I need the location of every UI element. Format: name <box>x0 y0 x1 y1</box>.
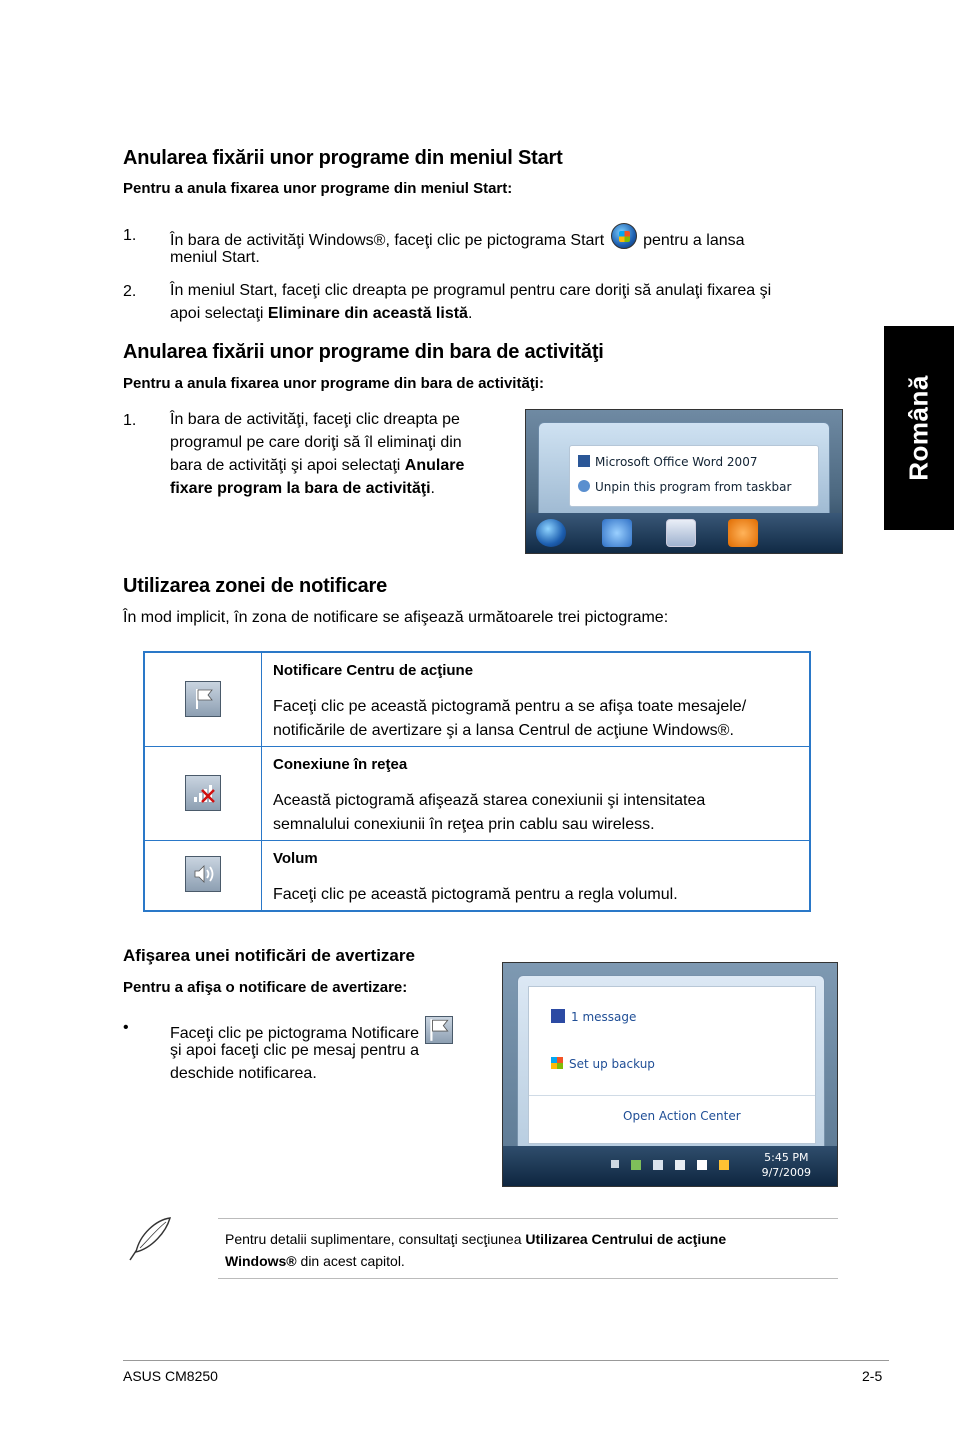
bullet: • <box>123 1019 129 1036</box>
step-number: 1. <box>123 227 137 244</box>
divider <box>529 1095 815 1096</box>
volume-tray-icon <box>675 1160 685 1170</box>
taskbar <box>526 513 842 553</box>
table-row <box>145 653 809 747</box>
word-taskbar-icon <box>666 519 696 547</box>
section2-heading: Anularea fixării unor programe din bara de activităţi <box>123 341 604 363</box>
section2-subheading: Pentru a anula fixarea unor programe din bara de activităţi: <box>123 375 544 392</box>
s2-line3-bold: Anulare <box>404 457 465 474</box>
step-number: 2. <box>123 283 137 300</box>
section1-heading: Anularea fixării unor programe din meniul Start <box>123 147 563 169</box>
jump-list-item-word-label: Microsoft Office Word 2007 <box>595 455 758 469</box>
windows-start-icon <box>611 223 637 249</box>
message-link-label: 1 message <box>571 1010 637 1024</box>
taskbar-unpin-screenshot <box>525 409 843 554</box>
action-center-popup <box>517 975 825 1153</box>
start-orb-icon <box>536 519 566 547</box>
row-desc-line1: Faceţi clic pe această pictogramă pentru a regla volumul. <box>273 886 678 903</box>
s2-line4 <box>170 477 435 500</box>
footer-rule <box>123 1360 889 1361</box>
internet-explorer-icon <box>602 519 632 547</box>
language-tab <box>884 326 954 530</box>
system-tray <box>503 1146 837 1186</box>
row-desc-line1: Această pictogramă afişează starea conexiunii şi intensitatea <box>273 792 706 809</box>
step2-end: . <box>467 305 473 322</box>
jump-list-popup <box>538 422 830 520</box>
step1-text-a: În bara de activităţi Windows®, faceţi clic pe pictograma Start <box>170 232 605 249</box>
s4-line3: deschide notificarea. <box>170 1065 317 1082</box>
note-text-a: Pentru detalii suplimentare, consultaţi secţiunea <box>225 1231 522 1247</box>
power-tray-icon <box>719 1160 729 1170</box>
flag-tray-icon <box>697 1160 707 1170</box>
notification-icons-table <box>143 651 811 912</box>
backup-link-label: Set up backup <box>569 1057 655 1071</box>
s2-line4-end: . <box>430 480 435 497</box>
table-row <box>145 841 809 910</box>
s2-line4-bold: fixare program la bara de activităţi <box>170 480 431 497</box>
note-bold-a: Utilizarea Centrului de acţiune <box>525 1231 727 1247</box>
tray-icons <box>611 1160 749 1172</box>
step2-plain: apoi selectaţi <box>170 305 264 322</box>
s2-line3-text: bara de activităţi şi apoi selectaţi <box>170 457 401 474</box>
row-desc-line2: semnalului conexiunii în reţea prin cablu sau wireless. <box>273 816 655 833</box>
note-line2 <box>225 1250 405 1272</box>
backup-link <box>551 1057 655 1071</box>
flag-icon <box>185 681 221 717</box>
safe-remove-icon <box>653 1160 663 1170</box>
section4-heading: Afişarea unei notificări de avertizare <box>123 946 415 965</box>
note-line1 <box>225 1228 726 1250</box>
table-icon-cell <box>145 747 262 840</box>
section4-subheading: Pentru a afişa o notificare de avertizare: <box>123 979 408 996</box>
note-top-rule <box>218 1218 838 1219</box>
flag-blue-icon <box>551 1009 565 1023</box>
network-icon <box>185 775 221 811</box>
open-action-center-link: Open Action Center <box>623 1109 741 1123</box>
message-link <box>551 1009 636 1024</box>
arrow-up-icon <box>611 1160 619 1168</box>
language-tab-label: Română <box>903 375 934 481</box>
jump-list-menu <box>569 445 819 507</box>
unpin-icon <box>578 480 590 492</box>
s2-line1: În bara de activităţi, faceţi clic dreapta pe <box>170 411 460 428</box>
table-icon-cell <box>145 841 262 910</box>
action-center-list <box>528 986 816 1144</box>
clock-time: 5:45 PM <box>764 1151 809 1164</box>
note-bold-b: Windows® <box>225 1253 297 1269</box>
row-title: Notificare Centru de acţiune <box>273 662 474 679</box>
step2-text-b <box>170 302 472 325</box>
media-player-icon <box>728 519 758 547</box>
section1-subheading: Pentru a anula fixarea unor programe din meniul Start: <box>123 180 513 197</box>
notification-flag-icon <box>425 1016 453 1044</box>
jump-list-item-unpin-label: Unpin this program from taskbar <box>595 480 792 494</box>
jump-list-item-unpin <box>578 480 791 494</box>
step1-text <box>170 223 830 252</box>
s4-line2: şi apoi faceţi clic pe mesaj pentru a <box>170 1042 420 1059</box>
section3-heading: Utilizarea zonei de notificare <box>123 575 388 597</box>
footer-product: ASUS CM8250 <box>123 1368 218 1384</box>
tray-clock <box>762 1150 811 1180</box>
note-bottom-rule <box>218 1278 838 1279</box>
s2-line3 <box>170 454 464 477</box>
row-desc-line2: notificările de avertizare şi a lansa Centrul de acţiune Windows®. <box>273 722 734 739</box>
step1-text-b: pentru a lansa <box>643 232 745 249</box>
feather-pen-icon <box>122 1214 174 1266</box>
s4-line1-text: Faceţi clic pe pictograma Notificare <box>170 1025 419 1042</box>
row-title: Volum <box>273 850 318 867</box>
clock-date: 9/7/2009 <box>761 1166 811 1179</box>
volume-icon <box>185 856 221 892</box>
step2-bold: Eliminare din această listă <box>267 305 468 322</box>
word-icon <box>578 455 590 467</box>
page-number: 2-5 <box>862 1368 883 1384</box>
shield-icon <box>551 1057 563 1069</box>
row-title: Conexiune în reţea <box>273 756 408 773</box>
action-center-screenshot <box>502 962 838 1187</box>
row-desc-line1: Faceţi clic pe această pictogramă pentru a se afişa toate mesajele/ <box>273 698 747 715</box>
s2-line2: programul pe care doriţi să îl eliminaţi din <box>170 434 462 451</box>
table-icon-cell <box>145 653 262 746</box>
step1-text-c: meniul Start. <box>170 249 260 266</box>
step-number: 1. <box>123 412 137 429</box>
note-text-b: din acest capitol. <box>300 1253 405 1269</box>
section3-intro: În mod implicit, în zona de notificare se afişează următoarele trei pictograme: <box>123 609 669 626</box>
step2-text-a: În meniul Start, faceţi clic dreapta pe programul pentru care doriţi să anulaţi fixarea şi <box>170 282 772 299</box>
table-row <box>145 747 809 841</box>
jump-list-item-word <box>578 455 757 469</box>
network-tray-icon <box>631 1160 641 1170</box>
